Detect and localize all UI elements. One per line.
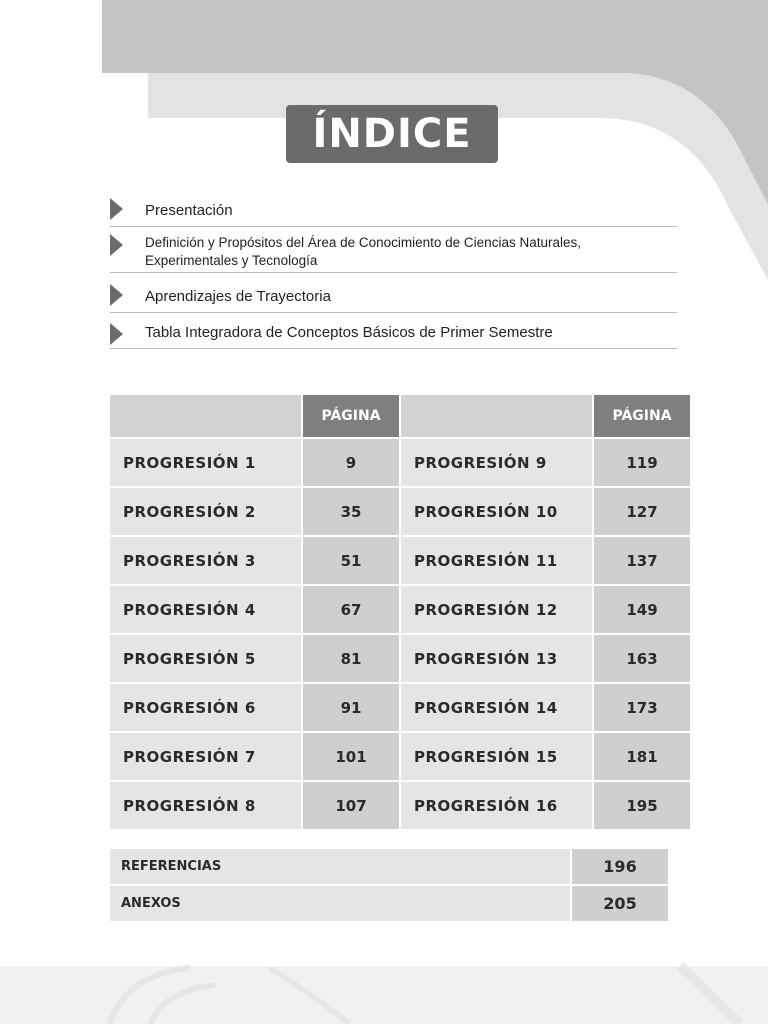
progression-name[interactable]: PROGRESIÓN 12 [401,586,592,633]
toc-item-label: Aprendizajes de Trayectoria [145,288,331,305]
header-page-cell: PÁGINA [303,395,399,437]
progression-page: 181 [594,733,690,780]
extra-label-anexos[interactable]: ANEXOS [110,886,570,921]
table-row [110,782,690,829]
progression-page: 51 [303,537,399,584]
progression-page: 137 [594,537,690,584]
progressions-table [108,393,692,831]
header-blank-cell [401,395,592,437]
progression-name[interactable]: PROGRESIÓN 3 [110,537,301,584]
progression-page: 91 [303,684,399,731]
table-row [110,488,690,535]
toc-item-label-line: Definición y Propósitos del Área de Conocimiento de Ciencias Naturales, [145,235,581,250]
progression-name[interactable]: PROGRESIÓN 8 [110,782,301,829]
progression-page: 173 [594,684,690,731]
progression-name[interactable]: PROGRESIÓN 2 [110,488,301,535]
table-row [110,635,690,682]
progression-page: 119 [594,439,690,486]
progression-page: 81 [303,635,399,682]
progression-name[interactable]: PROGRESIÓN 11 [401,537,592,584]
table-row [110,849,668,884]
table-row [110,439,690,486]
table-header-row [110,395,690,437]
extra-label-referencias[interactable]: REFERENCIAS [110,849,570,884]
progression-page: 195 [594,782,690,829]
triangle-bullet-icon [110,323,123,345]
table-row [110,733,690,780]
progression-name[interactable]: PROGRESIÓN 10 [401,488,592,535]
progression-page: 101 [303,733,399,780]
toc-item-label: Tabla Integradora de Conceptos Básicos de Primer Semestre [145,324,553,341]
index-title: ÍNDICE [312,111,472,157]
table-row [110,886,668,921]
header-page-cell: PÁGINA [594,395,690,437]
toc-item-aprendizajes[interactable] [110,282,677,313]
progression-page: 163 [594,635,690,682]
triangle-bullet-icon [110,284,123,306]
progression-page: 35 [303,488,399,535]
header-blank-cell [110,395,301,437]
table-row [110,537,690,584]
extra-page: 205 [572,886,668,921]
progression-page: 149 [594,586,690,633]
toc-item-label-line: Experimentales y Tecnología [145,253,318,268]
triangle-bullet-icon [110,234,123,256]
toc-item-label [145,234,581,270]
progression-name[interactable]: PROGRESIÓN 9 [401,439,592,486]
progression-name[interactable]: PROGRESIÓN 1 [110,439,301,486]
toc-item-tabla-integradora[interactable] [110,318,677,349]
triangle-bullet-icon [110,198,123,220]
progression-name[interactable]: PROGRESIÓN 15 [401,733,592,780]
progression-page: 9 [303,439,399,486]
progression-name[interactable]: PROGRESIÓN 14 [401,684,592,731]
extras-table [108,847,670,923]
extra-page: 196 [572,849,668,884]
toc-item-presentacion[interactable] [110,196,677,227]
progression-name[interactable]: PROGRESIÓN 6 [110,684,301,731]
progression-page: 127 [594,488,690,535]
progression-name[interactable]: PROGRESIÓN 13 [401,635,592,682]
table-row [110,586,690,633]
progression-name[interactable]: PROGRESIÓN 7 [110,733,301,780]
index-title-box [286,105,498,163]
progression-name[interactable]: PROGRESIÓN 16 [401,782,592,829]
toc-item-label: Presentación [145,202,233,219]
toc-item-definicion[interactable] [110,231,677,273]
table-row [110,684,690,731]
progression-page: 107 [303,782,399,829]
progression-page: 67 [303,586,399,633]
progression-name[interactable]: PROGRESIÓN 4 [110,586,301,633]
progression-name[interactable]: PROGRESIÓN 5 [110,635,301,682]
